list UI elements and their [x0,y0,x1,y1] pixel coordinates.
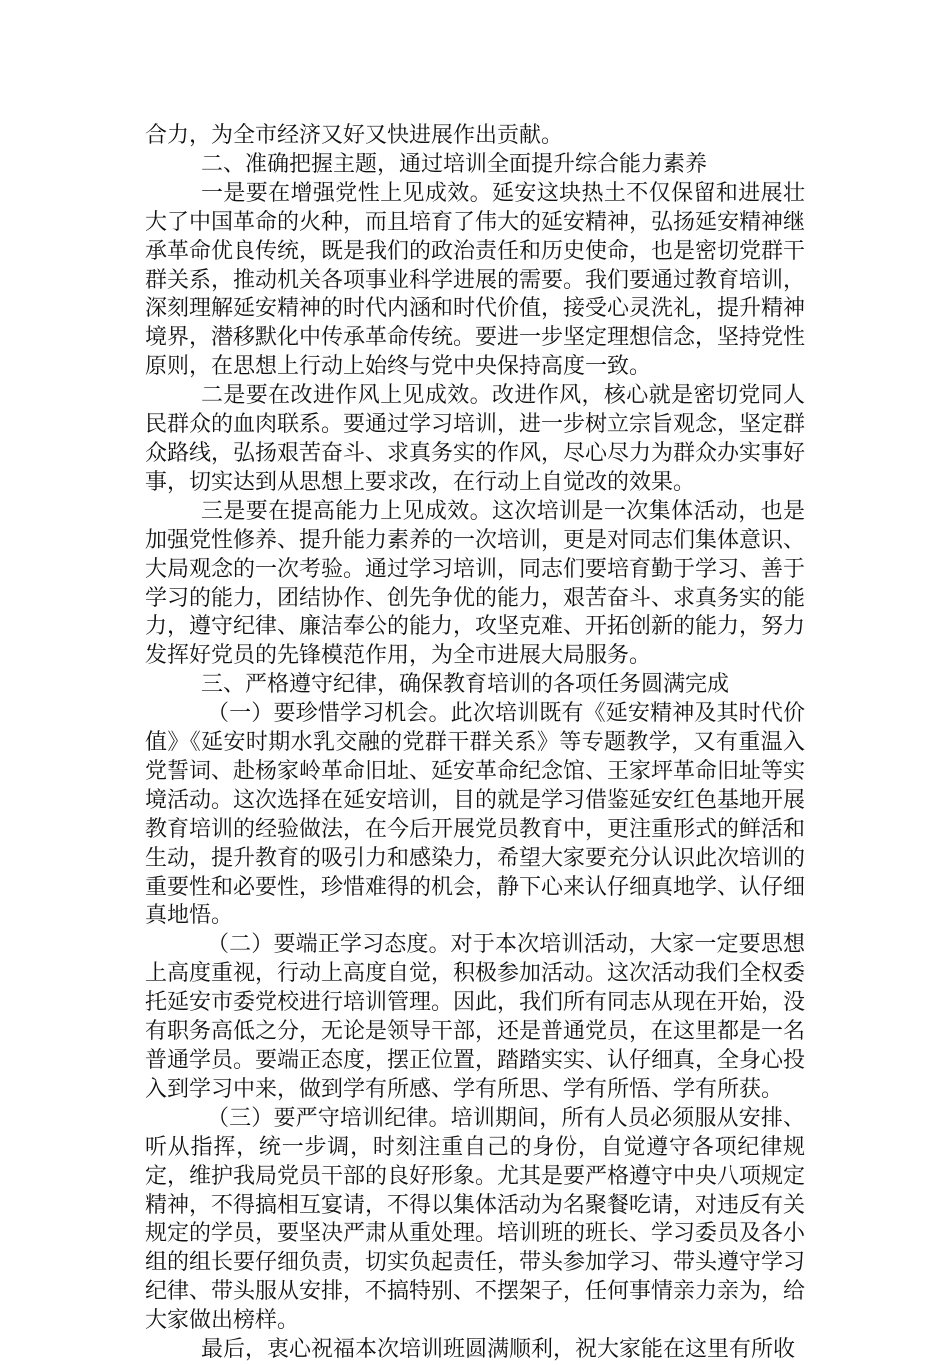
paragraph-ability: 三是要在提高能力上见成效。这次培训是一次集体活动，也是加强党性修养、提升能力素养的一次培训，更是对同志们集体意识、大局观念的一次考验。通过学习培训，同志们要培育勤于学习、善于学习的能力，团结协作、创先争优的能力，艰苦奋斗、求真务实的能力，遵守纪律、廉洁奉公的能力，攻坚克难、开拓创新的能力，努力发挥好党员的先锋模范作用，为全市进展大局服务。 [145,498,806,669]
paragraph-party-spirit: 一是要在增强党性上见成效。延安这块热土不仅保留和进展壮大了中国革命的火种，而且培育了伟大的延安精神，弘扬延安精神继承革命优良传统，既是我们的政治责任和历史使命，也是密切党群干群关系，推动机关各项事业科学进展的需要。我们要通过教育培训，深刻理解延安精神的时代内涵和时代价值，接受心灵洗礼，提升精神境界，潜移默化中传承革命传统。要进一步坚定理想信念，坚持党性原则，在思想上行动上始终与党中央保持高度一致。 [145,180,806,380]
section-heading-3: 三、严格遵守纪律，确保教育培训的各项任务圆满完成 [201,672,730,698]
paragraph-cherish-opportunity: （一）要珍惜学习机会。此次培训既有《延安精神及其时代价值》《延安时期水乳交融的党群干群关系》等专题教学，又有重温入党誓词、赴杨家岭革命旧址、延安革命纪念馆、王家坪革命旧址等实境活动。这次选择在延安培训，目的就是学习借鉴延安红色基地开展教育培训的经验做法，在今后开展党员教育中，更注重形式的鲜活和生动，提升教育的吸引力和感染力，希望大家要充分认识此次培训的重要性和必要性，珍惜难得的机会，静下心来认仔细真地学、认仔细真地悟。 [145,701,806,929]
document-page [145,122,805,1365]
paragraph-work-style: 二是要在改进作风上见成效。改进作风，核心就是密切党同人民群众的血肉联系。要通过学习培训，进一步树立宗旨观念，坚定群众路线，弘扬艰苦奋斗、求真务实的作风，尽心尽力为群众办实事好事，切实达到从思想上要求改，在行动上自觉改的效果。 [145,383,806,495]
paragraph-continuation: 合力，为全市经济又好又快进展作出贡献。 [145,123,564,148]
section-heading-2: 二、准确把握主题，通过培训全面提升综合能力素养 [201,151,708,177]
paragraph-discipline: （三）要严守培训纪律。培训期间，所有人员必须服从安排、听从指挥，统一步调，时刻注重自己的身份，自觉遵守各项纪律规定，维护我局党员干部的良好形象。尤其是要严格遵守中央八项规定精神，不得搞相互宴请，不得以集体活动为名聚餐吃请，对违反有关规定的学员，要坚决严肃从重处理。培训班的班长、学习委员及各小组的组长要仔细负责，切实负起责任，带头参加学习、带头遵守学习纪律、带头服从安排，不搞特别、不摆架子，任何事情亲力亲为，给大家做出榜样。 [145,1105,806,1334]
paragraph-closing: 最后，衷心祝福本次培训班圆满顺利，祝大家能在这里有所收 [201,1337,796,1363]
paragraph-learning-attitude: （二）要端正学习态度。对于本次培训活动，大家一定要思想上高度重视，行动上高度自觉，积极参加活动。这次活动我们全权委托延安市委党校进行培训管理。因此，我们所有同志从现在开始，没有职务高低之分，无论是领导干部，还是普通党员，在这里都是一名普通学员。要端正态度，摆正位置，踏踏实实、认仔细真，全身心投入到学习中来，做到学有所感、学有所思、学有所悟、学有所获。 [145,932,806,1102]
